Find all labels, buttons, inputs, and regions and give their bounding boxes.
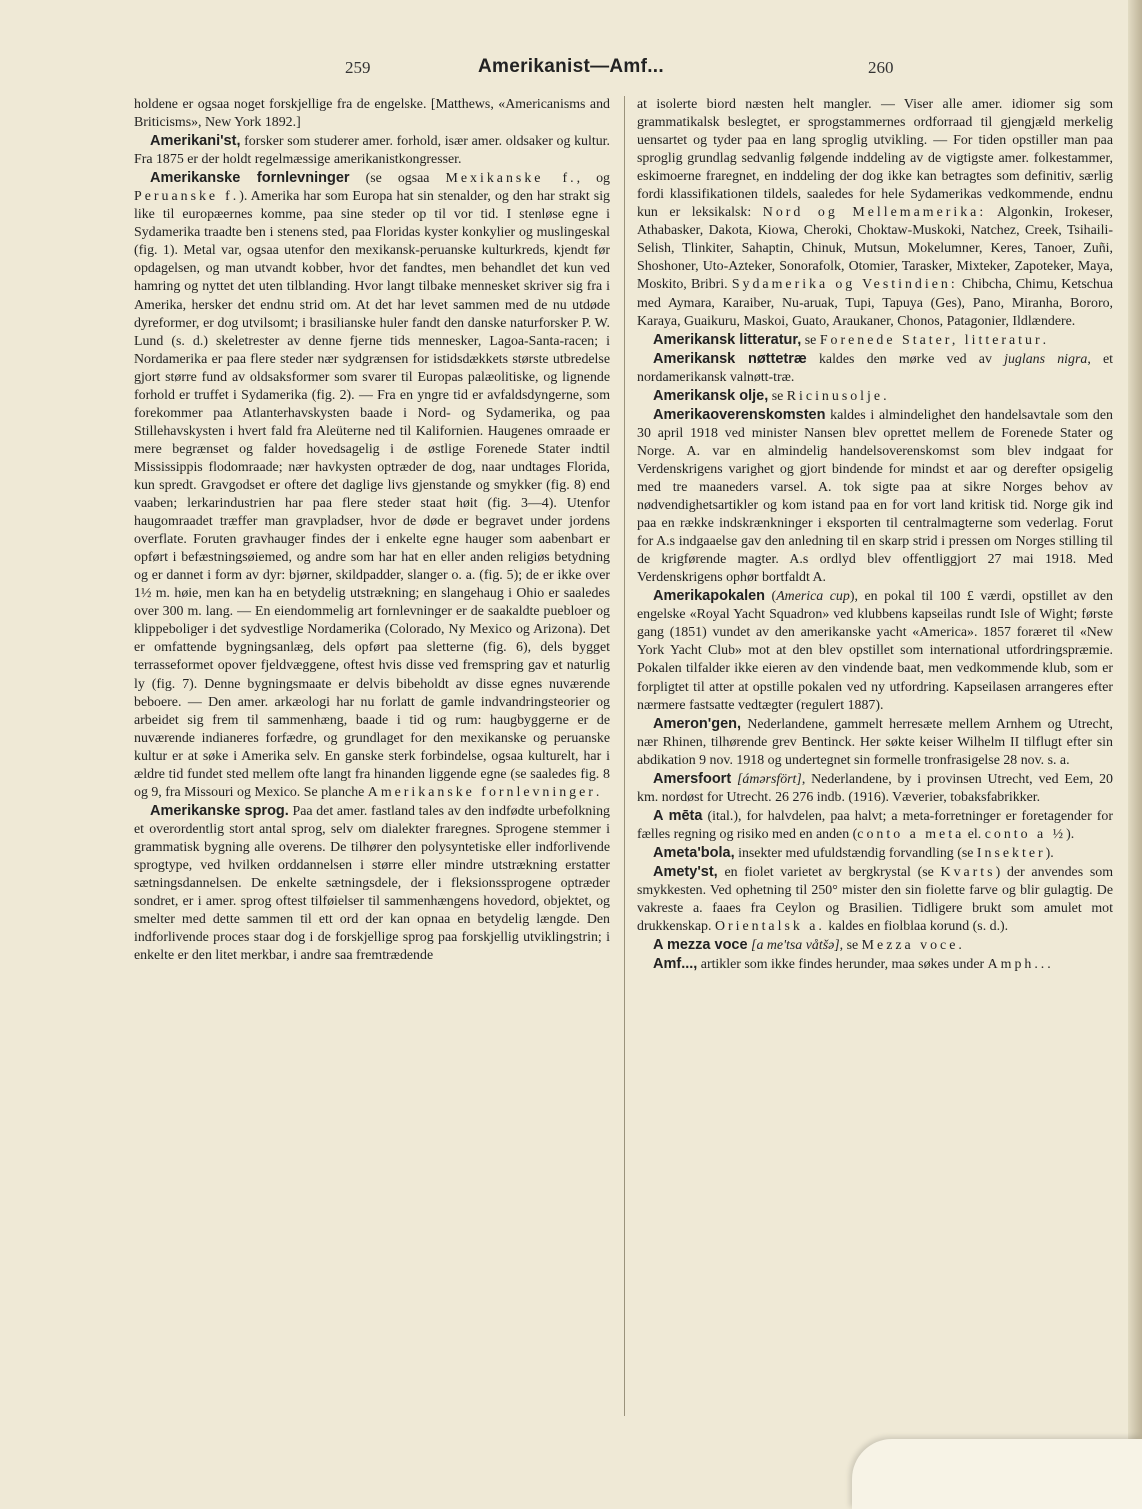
entry-amersfoort: Amersfoort [ámərsfört], Nederlandene, by i provinsen Utrecht, ved Eem, 20 km. nordøst for Utrecht. 26 276 indb. (1916). Væverier, tobaksfabrikker. xyxy=(637,770,1113,805)
entry-a-meta: A mēta (ital.), for halvdelen, paa halvt; a meta-forretninger er foretagender for fælles regning og risiko med en anden (conto a meta el. conto a ½). xyxy=(637,807,1113,842)
column-divider xyxy=(624,96,625,1416)
page-corner xyxy=(852,1439,1142,1509)
entry-amerikanske-fornlevninger: Amerikanske fornlevninger (se ogsaa Mexikanske f., og Peruanske f.). Amerika har som Europa hat sin stenalder, og den har strakt sig like til europæernes komme, paa sine steder op til vor tid. I stenløse egne i Sydamerika traadte ben i stenens sted, paa Floridas kyster konkylier og muslingeskal (fig. 1). Metal var, ogsaa utenfor den mexikansk-peruanske kulturkreds, kjendt før opdagelsen, og man utvandt kobber, hvor det fandtes, men behandlet det kun ved hamring og nyttet det uten tilblanding. Hvor langt tilbake mennesket skriver sig fra i Amerika, hersker det endnu strid om. At det har levet sammen med de nu utdøde dyreformer, er dog utvilsomt; i brasilianske huler fandt den danske naturforsker P. W. Lund (s. d.) skeletrester av denne fjerne tids mennesker, Lagoa-Santa-racen; i Nordamerika er paa flere steder nær sydgrænsen for istidsdækkets største utbredelse gjort større fund av oldsaksformer som svarer til Europas palæolitiske, og lignende forhold er truffet i Sydamerika (fig. 2). — Fra en yngre tid er avfaldsdyngerne, som forekommer paa Atlanterhavskysten baade i Nord- og Sydamerika, og paa Stillehavskysten i hvert fald fra Aleüterne ned til Kalifornien. Haugenes omraade er mere begrænset og falder hovedsagelig i de østlige Forenede Stater indtil Mississippis flodomraade; nær havkysten optræder de dog, naar undtages Florida, kun spredt. Gravgodset er oftere det daglige livs gjenstande og smykker (fig. 8) end vaaben; lerkarindustrien har paa flere steder staat høit (fig. 3—4). Utenfor haugomraadet træffer man gravpladser, hvor de døde er begravet under jordens overflate. Foruten gravhauger findes der i enkelte egne hauger som aabenbart er opført i befæstningsøiemed, og andre som har hat en eller anden religiøs betydning og er dannet i form av dyr: bjørner, skildpadder, slanger o. a. (fig. 5); de er ikke over 1½ m. høie, men kan ha en betydelig utstrækning; en slangehaug i Ohio er saaledes over 300 m. lang. — En eiendommelig art fornlevninger er de saakaldte puebloer og klippeboliger i det sydvestlige Nordamerika (Colorado, Ny Mexico og Arizona). Det er omfattende bygningsanlæg, dels opført paa sletterne (fig. 6), dels bygget terrasseformet opover fjeldvæggene, oftest hvis disse ved fremspring gav et naturlig ly (fig. 7). Denne bygningsmaate er delvis bibeholdt av disse egnes nuværende beboere. — Den amer. arkæologi har nu forlatt de gamle indvandringsteorier og arbeidet sig frem til sammenhæng, baade i tid og rum: haugbyggerne er de nuværende indianeres forfædre, og grundlaget for den mexikanske og peruanske kultur er at søke i Amerika selv. En ganske sterk forbindelse, ogsaa kulturelt, har i ældre tid fundet sted mellem ofte langt fra hinanden liggende egne (se saaledes fig. 8 og 9, fra Missouri og Mexico. Se planche Amerikanske fornlevninger. xyxy=(134,170,610,800)
pronunciation: [ámərsfört] xyxy=(736,771,802,787)
headword: Amety'st, xyxy=(653,863,718,880)
cross-reference: Mexikanske f. xyxy=(445,171,577,187)
cross-reference: Kvarts xyxy=(940,864,996,880)
headword: A mezza voce xyxy=(653,937,748,954)
left-column xyxy=(134,96,610,965)
headword: A mēta xyxy=(653,807,703,824)
entry-amerikansk-olje: Amerikansk olje, se Ricinusolje. xyxy=(653,387,887,404)
cross-reference: conto a meta xyxy=(857,826,965,842)
entry-a-mezza-voce: A mezza voce [a me'tsa våtšə], se Mezza voce. xyxy=(653,937,962,954)
cross-reference: Amerikanske fornlevninger xyxy=(367,784,596,800)
headword: Amersfoort xyxy=(653,770,732,787)
page-header xyxy=(0,52,1142,88)
headword: Amerikanske fornlevninger xyxy=(150,170,350,187)
entry-ametabola: Ameta'bola, insekter med ufuldstændig forvandling (se Insekter). xyxy=(653,844,1054,861)
group-label: Sydamerika og Vestindien: xyxy=(731,277,958,293)
pronunciation: [a me'tsa våtšə] xyxy=(751,938,840,954)
headword: Amerikani'st, xyxy=(150,133,241,150)
headword: Amerikaoverenskomsten xyxy=(653,406,826,423)
headword: Ameron'gen, xyxy=(653,715,742,732)
continued-paragraph: at isolerte biord næsten helt mangler. — Viser alle amer. idiomer sig som grammatikalsk beslegtet, er sprogstammernes ordforraad til gjengjæld merkelig uensartet og tyder paa en lang sproglig utvikling. — For tiden opstiller man paa sproglig grundlag sedvanlig følgende inddeling av de vigtigste amer. folkestammer, eskimoerne fraregnet, en inddeling der dog ikke kan betragtes som definitiv, særlig fordi klassifikationen tildels, saaledes for hele Sydamerikas vedkommende, endnu kun er leksikalsk: Nord og Mellemamerika: Algonkin, Irokeser, Athabasker, Dakota, Kiowa, Cheroki, Choktaw-Muskoki, Natchez, Creek, Tsihaili-Selish, Tlinkiter, Sahaptin, Chinuk, Mutsun, Mokelumner, Keres, Tanoer, Zuñi, Shoshoner, Uto-Azteker, Sonorafolk, Otomier, Tarasker, Mixteker, Zapoteker, Maya, Moskito, Bribri. Sydamerika og Vestindien: Chibcha, Chimu, Ketschua med Aymara, Karaiber, Nu-aruak, Tupi, Tapuya (Ges), Pano, Miranha, Bororo, Karaya, Guaikuru, Maskoi, Guato, Araukaner, Chonos, Patagonier, Ildlændere. xyxy=(637,97,1113,329)
page-edge xyxy=(1128,0,1142,1509)
cross-reference: Mezza voce xyxy=(861,938,959,954)
entry-amerikansk-nottetrae: Amerikansk nøttetræ kaldes den mørke ved av juglans nigra, et nordamerikansk valnøtt-træ. xyxy=(637,350,1113,385)
headword: Amerikansk olje, xyxy=(653,387,769,404)
entry-amerikansk-litteratur: Amerikansk litteratur, se Forenede Stater, litteratur. xyxy=(653,331,1047,348)
entry-amerongen: Ameron'gen, Nederlandene, gammelt herresæte mellem Arnhem og Utrecht, nær Rhinen, tilhørende grev Bentinck. Her søkte keiser Wilhelm II tilflugt efter sin abdikation 9 nov. 1918 og undertegnet sin formelle tronfrasigelse 28 nov. s. a. xyxy=(637,715,1113,768)
entry-amerikapokalen: Amerikapokalen (America cup), en pokal til 100 £ værdi, opstillet av den engelske «Royal Yacht Squadron» ved klubbens kapseilas rundt Isle of Wight; første gang (1851) vundet av den amerikanske yacht «America». 1857 foræret til «New York Yacht Club» mot at den blev opstillet som international utfordringspræmie. Pokalen tilfalder ikke eieren av den vindende baat, men vedkommende klub, som er forpligtet til atter at opstille pokalen ved ny utfordring. Kapseilasen arrangeres efter nærmere fastsatte vedtægter (regulert 1887). xyxy=(637,588,1113,713)
headword: Amerikanske sprog. xyxy=(150,802,289,819)
running-title: Amerikanist—Amf... xyxy=(478,56,664,77)
entry-amerikanist: Amerikani'st, forsker som studerer amer. forhold, især amer. oldsaker og kultur. Fra 1875 er der holdt regelmæssige amerikanistkongresser. xyxy=(134,133,610,168)
entry-amerikaoverenskomsten: Amerikaoverenskomsten kaldes i almindelighet den handelsavtale som den 30 april 1918 ved minister Nansen blev oprettet mellem de Forenede Stater og Norge. A. var en almindelig handelsoverenskomst som blev indgaat for Verdenskrigens varighet og gjort bindende for mindst et aar og derefter opsigelig med tre maaneders varsel. A. tok sigte paa at sikre Norges behov av nødvendighetsartikler og kom istand paa en for vort land kritisk tid. Norge gik ind paa en række indskrænkninger i eksporten til centralmagterne som vederlag. Forut for A.s indgaaelse gav den anledning til en skarp strid i pressen om Norges stilling til de krigførende magter. A.s ordlyd blev offentliggjort 27 mai 1918. Med Verdenskrigens ophør bortfaldt A. xyxy=(637,406,1113,586)
cross-reference: Amph... xyxy=(987,957,1054,973)
headword: Amerikansk nøttetræ xyxy=(653,350,807,367)
headword: Amerikapokalen xyxy=(653,588,766,605)
group-label: Nord og Mellemamerika: xyxy=(762,205,987,221)
cross-reference: Insekter xyxy=(976,845,1046,861)
headword: Amf..., xyxy=(653,956,698,973)
cross-reference: Ricinusolje xyxy=(786,388,884,404)
entry-amf: Amf..., artikler som ikke findes herunder, maa søkes under Amph... xyxy=(653,956,1054,973)
page-number-left: 259 xyxy=(345,58,371,77)
right-column xyxy=(637,96,1113,974)
page-number-right: 260 xyxy=(868,58,894,77)
continued-paragraph: holdene er ogsaa noget forskjellige fra de engelske. [Matthews, «Americanisms and Briticisms», New York 1892.] xyxy=(134,97,610,131)
entry-ametyst: Amety'st, en fiolet varietet av bergkrystal (se Kvarts) der anvendes som smykkesten. Ved ophetning til 250° mister den sin fiolette farve og blir gulagtig. De vakreste a. faaes fra Ceylon og Brasilien. Tidligere brukt som amulet mot drukkenskap. Orientalsk a. kaldes en fiolblaa korund (s. d.). xyxy=(637,863,1114,935)
cross-reference: conto a ½ xyxy=(984,826,1067,842)
cross-reference: Forenede Stater, litteratur xyxy=(819,332,1043,348)
headword: Amerikansk litteratur, xyxy=(653,331,802,348)
cross-reference: Peruanske f. xyxy=(134,189,240,205)
cross-reference: Orientalsk a. xyxy=(714,919,825,935)
entry-amerikanske-sprog: Amerikanske sprog. Paa det amer. fastland tales av den indfødte urbefolkning et overordentlig stort antal sprog, selv om dialekter fraregnes. Sprogene stemmer i grammatisk bygning alle overens. De tilhører den polysyntetiske eller indforlivende sprogtype, ved hvilken orddannelsen i større eller mindre utstrækning erstatter sætningsdannelsen. De enkelte sætningsdele, der i fleksionssprogene optræder sondret, er i amer. sprog oftest tilføielser til sammenhængens hovedord, objektet, og smelter med dette sammen til ett ord der kan opnaa en betydelig længde. Den indforlivende proces staar dog i de forskjellige sprog paa forskjellig utviklingstrin; i enkelte er den litet merkbar, i andre saa fremtrædende xyxy=(134,802,610,964)
headword: Ameta'bola, xyxy=(653,844,735,861)
